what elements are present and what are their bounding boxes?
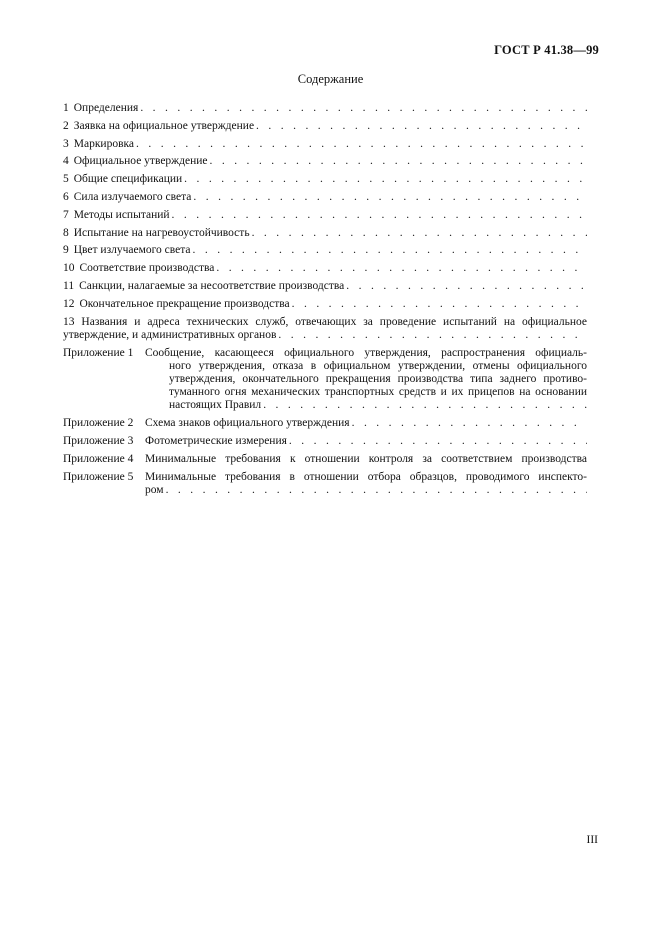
toc-title: Содержание: [297, 72, 364, 86]
toc-entry-3[interactable]: [63, 138, 587, 151]
toc-entry-9[interactable]: [63, 244, 587, 257]
toc-entry-title: Окончательное прекращение производства: [79, 297, 290, 310]
toc-entry-number: 8: [63, 226, 69, 239]
dot-leader: [136, 138, 587, 151]
toc-annex-3[interactable]: [63, 435, 587, 448]
dot-leader: [352, 417, 587, 430]
toc-entry-2[interactable]: [63, 120, 587, 133]
annex-title-line: настоящих Правил: [169, 399, 262, 412]
toc-entry-5[interactable]: [63, 173, 587, 186]
toc-entry-title: Санкции, налагаемые за несоответствие производства: [79, 279, 345, 292]
toc-entry-7[interactable]: [63, 209, 587, 222]
toc-entry-title: Маркировка: [73, 137, 135, 150]
annex-title-line: утверждения, окончательного прекращения производства типа заднего противо-: [169, 372, 587, 385]
annex-title: Схема знаков официального утверждения: [145, 417, 350, 430]
toc-entry-12[interactable]: [63, 298, 587, 311]
toc-entry-title: Соответствие производства: [79, 262, 215, 275]
toc-entry-1[interactable]: [63, 102, 587, 115]
annex-title-line: ного утверждения, отказа в официальном утверждении, отмены официального: [169, 359, 587, 372]
toc-entry-number: 6: [63, 190, 69, 203]
toc-entry-title: Методы испытаний: [73, 208, 170, 221]
annex-title-line: Минимальные требования в отношении отбора образцов, проводимого инспекто-: [145, 470, 587, 483]
annex-title-line: туманного огня механических транспортных средств и их прицепов на основании: [169, 386, 587, 399]
toc-annex-4[interactable]: [63, 453, 587, 466]
annex-title-line: ром: [145, 483, 164, 496]
toc-entry-title-line: утверждение, и административных органов: [63, 328, 277, 341]
toc-entry-title: Официальное утверждение: [73, 155, 208, 168]
toc-entry-number: 2: [63, 119, 69, 132]
annex-label: Приложение 5: [63, 470, 134, 483]
toc-entry-title: Цвет излучаемого света: [73, 244, 191, 257]
dot-leader: [210, 155, 588, 168]
annex-label: Приложение 4: [63, 452, 134, 465]
toc-entry-number: 12: [63, 297, 75, 310]
dot-leader: [256, 120, 587, 133]
toc-entry-11[interactable]: [63, 280, 587, 293]
dot-leader: [166, 484, 587, 497]
dot-leader: [289, 435, 587, 448]
toc-entry-title: Сила излучаемого света: [73, 190, 192, 203]
toc-entry-6[interactable]: [63, 191, 587, 204]
dot-leader: [172, 209, 587, 222]
toc-entry-title: Испытание на нагревоустойчивость: [73, 226, 250, 239]
annex-label: Приложение 1: [63, 346, 134, 359]
toc-entry-number: 1: [63, 102, 69, 114]
dot-leader: [278, 329, 587, 342]
toc-entry-number: 11: [63, 279, 75, 292]
toc-entry-number: 10: [63, 262, 75, 275]
toc-annex-5[interactable]: [63, 471, 587, 497]
toc-entry-8[interactable]: [63, 227, 587, 240]
dot-leader: [193, 244, 587, 257]
annex-title: Фотометрические измерения: [145, 434, 287, 447]
toc-entry-13[interactable]: [63, 316, 587, 342]
dot-leader: [216, 262, 587, 275]
annex-title: Минимальные требования к отношении контроля за соответствием производства: [145, 452, 587, 465]
document-code: ГОСТ Р 41.38—99: [494, 43, 599, 57]
annex-title-line: Сообщение, касающееся официального утверждения, распространения официаль-: [145, 346, 587, 359]
dot-leader: [263, 399, 587, 412]
annex-label: Приложение 3: [63, 434, 134, 447]
toc-entry-title-line: 13 Названия и адреса технических служб, отвечающих за проведение испытаний на официальное: [63, 315, 587, 328]
toc-entry-number: 5: [63, 173, 69, 186]
dot-leader: [184, 173, 587, 186]
annex-label: Приложение 2: [63, 417, 134, 430]
dot-leader: [292, 298, 587, 311]
toc-entry-title: Определения: [73, 102, 139, 114]
toc-entry-4[interactable]: [63, 155, 587, 168]
dot-leader: [140, 102, 587, 115]
page-number: III: [586, 834, 598, 846]
dot-leader: [252, 227, 587, 240]
toc-annex-2[interactable]: [63, 417, 587, 430]
toc-entry-number: 9: [63, 244, 69, 257]
toc-entry-title: Заявка на официальное утверждение: [73, 119, 255, 132]
toc-entry-number: 3: [63, 137, 69, 150]
toc-entry-title: Общие спецификации: [73, 173, 183, 186]
toc-entry-number: 4: [63, 155, 69, 168]
toc-entry-number: 7: [63, 208, 69, 221]
table-of-contents: [63, 102, 587, 502]
toc-annex-1[interactable]: [63, 347, 587, 413]
dot-leader: [346, 280, 587, 293]
dot-leader: [193, 191, 587, 204]
toc-entry-10[interactable]: [63, 262, 587, 275]
